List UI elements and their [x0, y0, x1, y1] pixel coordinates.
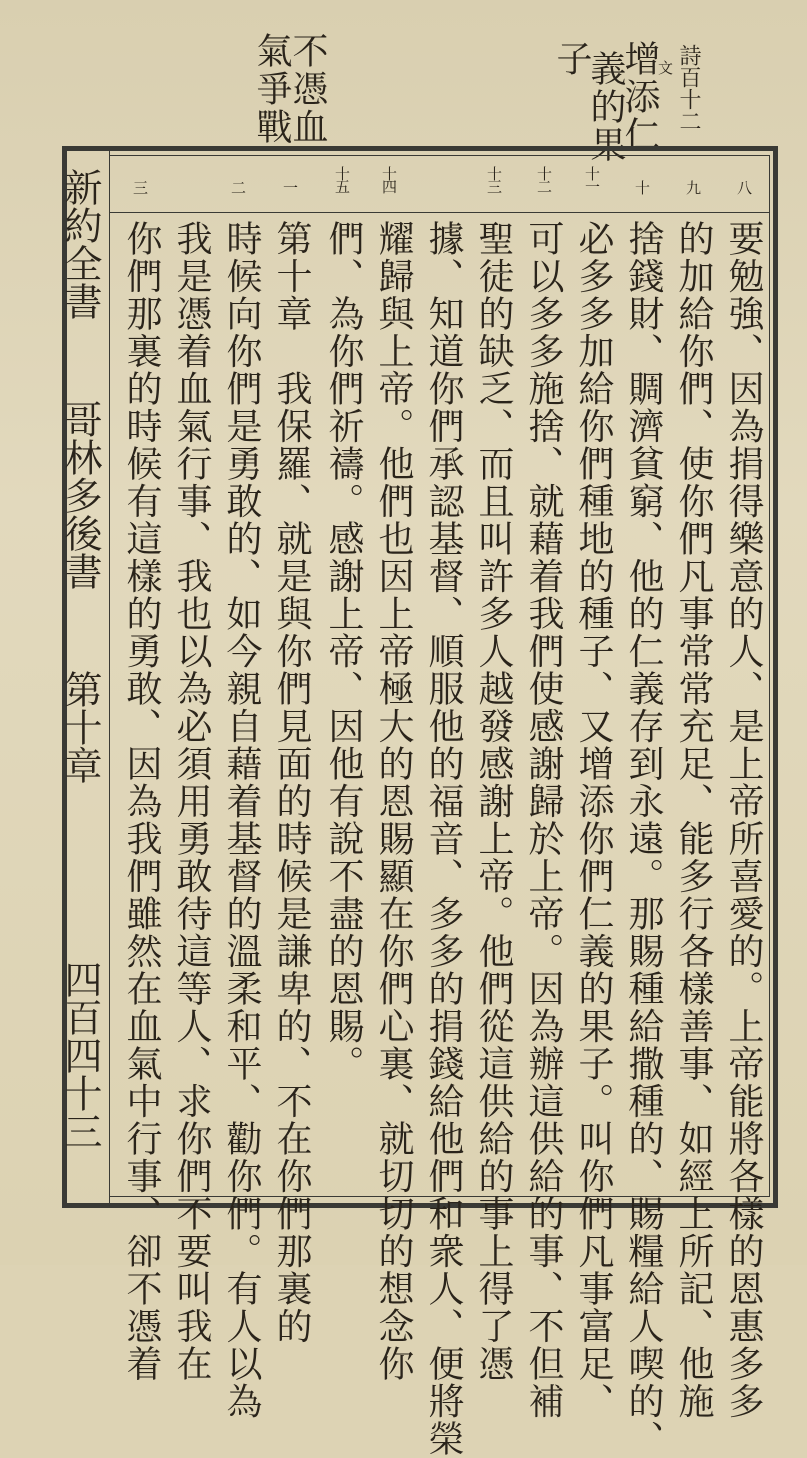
headnote-reference: 詩百十二 [676, 44, 701, 132]
text-column: 可以多多施捨、就藉着我們使感謝歸於上帝。因為辦這供給的事、不但補 [523, 220, 564, 1420]
headnote-flesh-2: 氣爭戰 [251, 32, 292, 146]
verse-number: 八 [735, 180, 753, 193]
verse-number: 十一 [583, 166, 601, 192]
text-column: 必多多加給你們種地的種子、又增添你們仁義的果子。叫你們凡事富足、 [573, 220, 614, 1420]
margin-epistle-title: 哥林多後書 [58, 400, 102, 590]
verse-number-rule [109, 212, 770, 213]
margin-rule [109, 146, 110, 1208]
text-column: 你們那裏的時候有這樣的勇敢、因為我們雖然在血氣中行事、卻不憑着 [121, 220, 162, 1383]
verse-number: 十 [633, 180, 651, 193]
text-column: 我是憑着血氣行事、我也以為必須用勇敢待這等人、求你們不要叫我在 [171, 220, 212, 1383]
verse-number: 三 [131, 180, 149, 193]
headnote-righteousness-2: 義的果 [585, 50, 626, 164]
headnote-flesh-1: 不憑血 [287, 32, 328, 146]
text-column: 時候向你們是勇敢的、如今親自藉着基督的溫柔和平、勸你們。有人以為 [221, 220, 262, 1420]
text-column: 要勉強、因為捐得樂意的人、是上帝所喜愛的。上帝能將各樣的恩惠多多 [723, 220, 764, 1420]
verse-number: 十三 [485, 166, 503, 192]
headnote-righteousness-1: 增添仁 [619, 40, 660, 154]
text-column: 捨錢財、賙濟貧窮、他的仁義存到永遠。那賜種給撒種的、賜糧給人喫的、 [623, 220, 664, 1458]
page-number: 四百四十三 [58, 960, 102, 1150]
verse-number: 十五 [333, 166, 351, 192]
verse-number: 二 [229, 180, 247, 193]
verse-number: 十二 [535, 166, 553, 192]
text-column-chapter-start: 第十章 我保羅、就是與你們見面的時候是謙卑的、不在你們那裏的 [271, 220, 312, 1345]
headnote-reference-extra: 文 [656, 60, 674, 75]
margin-chapter: 第十章 [58, 670, 102, 784]
headnote-righteousness-3: 子 [551, 40, 592, 78]
text-column: 的加給你們、使你們凡事常常充足、能多行各樣善事、如經上所記、他施 [673, 220, 714, 1420]
text-column: 據、知道你們承認基督、順服他的福音、多多的捐錢給他們和衆人、便將榮 [423, 220, 464, 1458]
text-column: 聖徒的缺乏、而且叫許多人越發感謝上帝。他們從這供給的事上得了憑 [473, 220, 514, 1383]
margin-book-title: 新約全書 [58, 168, 102, 320]
text-column: 們、為你們祈禱。感謝上帝、因他有說不盡的恩賜。 [323, 220, 364, 1083]
verse-number: 一 [281, 180, 299, 193]
text-column: 耀歸與上帝。他們也因上帝極大的恩賜顯在你們心裏、就切切的想念你 [373, 220, 414, 1383]
verse-number: 十四 [380, 166, 398, 192]
verse-number: 九 [684, 180, 702, 193]
